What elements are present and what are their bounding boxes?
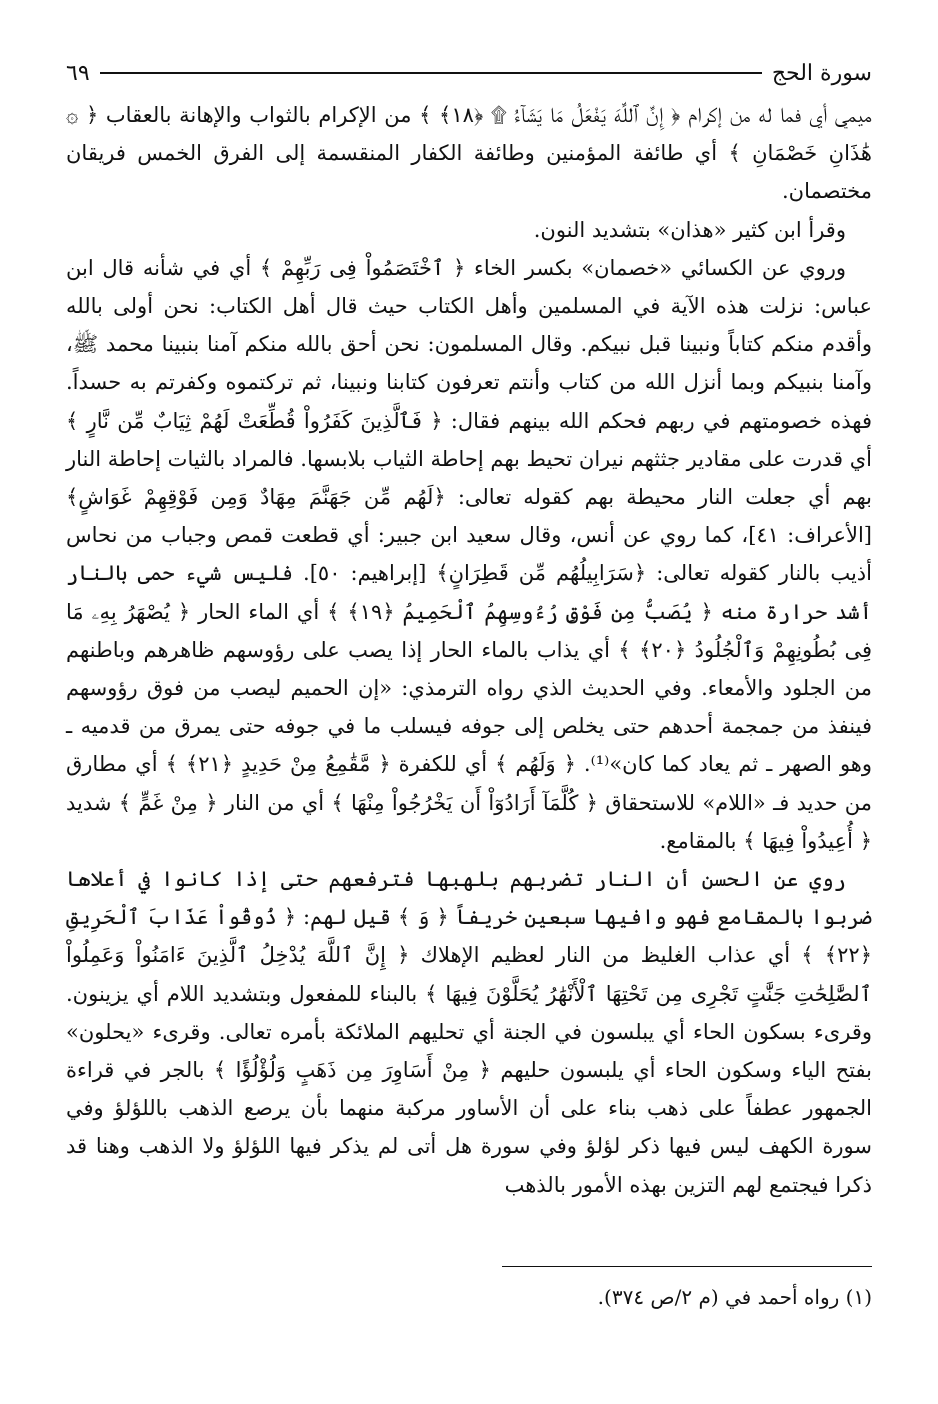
surah-title: سورة الحج [771, 60, 872, 86]
footnote: (١) رواه أحمد في (م ٢/ص ٣٧٤). [597, 1285, 872, 1309]
page-header [66, 56, 872, 90]
paragraph: وقرأ ابن كثير «هذان» بتشديد النون. [533, 217, 846, 242]
footnote-separator [502, 1266, 872, 1267]
paragraph: وروي عن الكسائي «خصمان» بكسر الخاء ﴿ ٱخْتَصَمُواْ فِى رَبِّهِمْ ﴾ أي في شأنه قال ابن عباس: نزلت هذه الآية في المسلمين وأهل الكتاب حيث قال أهل الكتاب: نحن أولى بالله وأقدم منكم كتاباً ونبينا قبل نبيكم. وقال المسلمون: نحن أحق بالله منكم آمنا بنبينا محمد ﷺ، وآمنا بنبيكم وبما أنزل الله من كتاب وأنتم تعرفون كتابنا ونبينا، ثم تركتموه وكفرتم به حسداً. فهذه خصومتهم في ربهم فحكم الله بينهم فقال: ﴿ فَٱلَّذِينَ كَفَرُواْ قُطِّعَتْ لَهُمْ ثِيَابٌ مِّن نَّارٍ ﴾ أي قدرت على مقادير جثثهم نيران تحيط بهم إحاطة الثياب بلابسها. فالمراد بالثيات إحاطة النار بهم أي جعلت النار محيطة بهم كقوله تعالى: ﴿لَهُم مِّن جَهَنَّمَ مِهَادٌ وَمِن فَوْقِهِمْ غَوَاشٍ﴾ [الأعراف: ٤١]، كما روي عن أنس، وقال سعيد ابن جبير: أي قطعت قمص وجباب من نحاس أذيب بالنار كقوله تعالى: ﴿سَرَابِيلُهُم مِّن قَطِرَانٍ﴾ [إبراهيم: ٥٠]. فليس شيء حمى بالنار أشد حرارة منه ﴿ يُصَبُّ مِن فَوْقِ رُءُوسِهِمُ ٱلْحَمِيمُ ﴿١٩﴾ ﴾ أي الماء الحار ﴿ يُصْهَرُ بِهِۦ مَا فِى بُطُونِهِمْ وَٱلْجُلُودُ ﴿٢٠﴾ ﴾ أي يذاب بالماء الحار إذا يصب على رؤوسهم ظاهرهم وباطنهم من الجلود والأمعاء. وفي الحديث الذي رواه الترمذي: «إن الحميم ليصب من فوق رؤوسهم فينفذ من جمجمة أحدهم حتى يخلص إلى جوفه فيسلب ما في جوفه حتى يمرق من قدميه ـ وهو الصهر ـ ثم يعاد كما كان»⁽¹⁾. ﴿ وَلَهُم ﴾ أي للكفرة ﴿ مَّقَٰمِعُ مِنْ حَدِيدٍ ﴿٢١﴾ ﴾ أي مطارق من حديد فـ «اللام» للاستحقاق ﴿ كُلَّمَآ أَرَادُوٓاْ أَن يَخْرُجُواْ مِنْهَا ﴾ أي من النار ﴿ مِنْ غَمٍّ ﴾ شديد ﴿ أُعِيدُواْ فِيهَا ﴾ بالمقامع. [66, 255, 873, 853]
paragraph: ميمي أي فما له من إكرام ﴿ إِنَّ ٱللَّهَ يَفْعَلُ مَا يَشَآءُ ۩ ﴿١٨﴾ ﴾ من الإكرام بالثواب والإهانة بالعقاب ﴿ ۞ هَٰذَانِ خَصْمَانِ ﴾ أي طائفة المؤمنين وطائفة الكفار المنقسمة إلى الفرق الخمس فريقان مختصمان. [66, 103, 872, 204]
header-rule [100, 72, 762, 74]
page-body [66, 96, 872, 1204]
paragraph: روي عن الحسن أن النار تضربهم بلهبها فترفعهم حتى إذا كانوا في أعلاها ضربوا بالمقامع فهو وافيها سبعين خريفاً ﴿ وَ ﴾ قيل لهم: ﴿ ذُوقُواْ عَذَابَ ٱلْحَرِيقِ ﴿٢٢﴾ ﴾ أي عذاب الغليظ من النار لعظيم الإهلاك ﴿ إِنَّ ٱللَّهَ يُدْخِلُ ٱلَّذِينَ ءَامَنُواْ وَعَمِلُواْ ٱلصَّٰلِحَٰتِ جَنَّٰتٍ تَجْرِى مِن تَحْتِهَا ٱلْأَنْهَٰرُ يُحَلَّوْنَ فِيهَا ﴾ بالبناء للمفعول وبتشديد اللام أي يزينون. وقرىء بسكون الحاء أي يبلسون في الجنة أي تحليهم الملائكة بأمره تعالى. وقرىء «يحلون» بفتح الياء وسكون الحاء أي يلبسون حليهم ﴿ مِنْ أَسَاوِرَ مِن ذَهَبٍ وَلُؤْلُؤًا ﴾ بالجر في قراءة الجمهور عطفاً على ذهب بناء على أن الأساور مركبة منهما بأن يرصع الذهب باللؤلؤ وفي سورة الكهف ليس فيها ذكر لؤلؤ وفي سورة هل أتى لم يذكر فيها اللؤلؤ ولا الذهب وهنا قد ذكرا فيجتمع لهم التزين بهذه الأمور بالذهب [66, 867, 872, 1197]
page-number: ٦٩ [66, 60, 90, 86]
